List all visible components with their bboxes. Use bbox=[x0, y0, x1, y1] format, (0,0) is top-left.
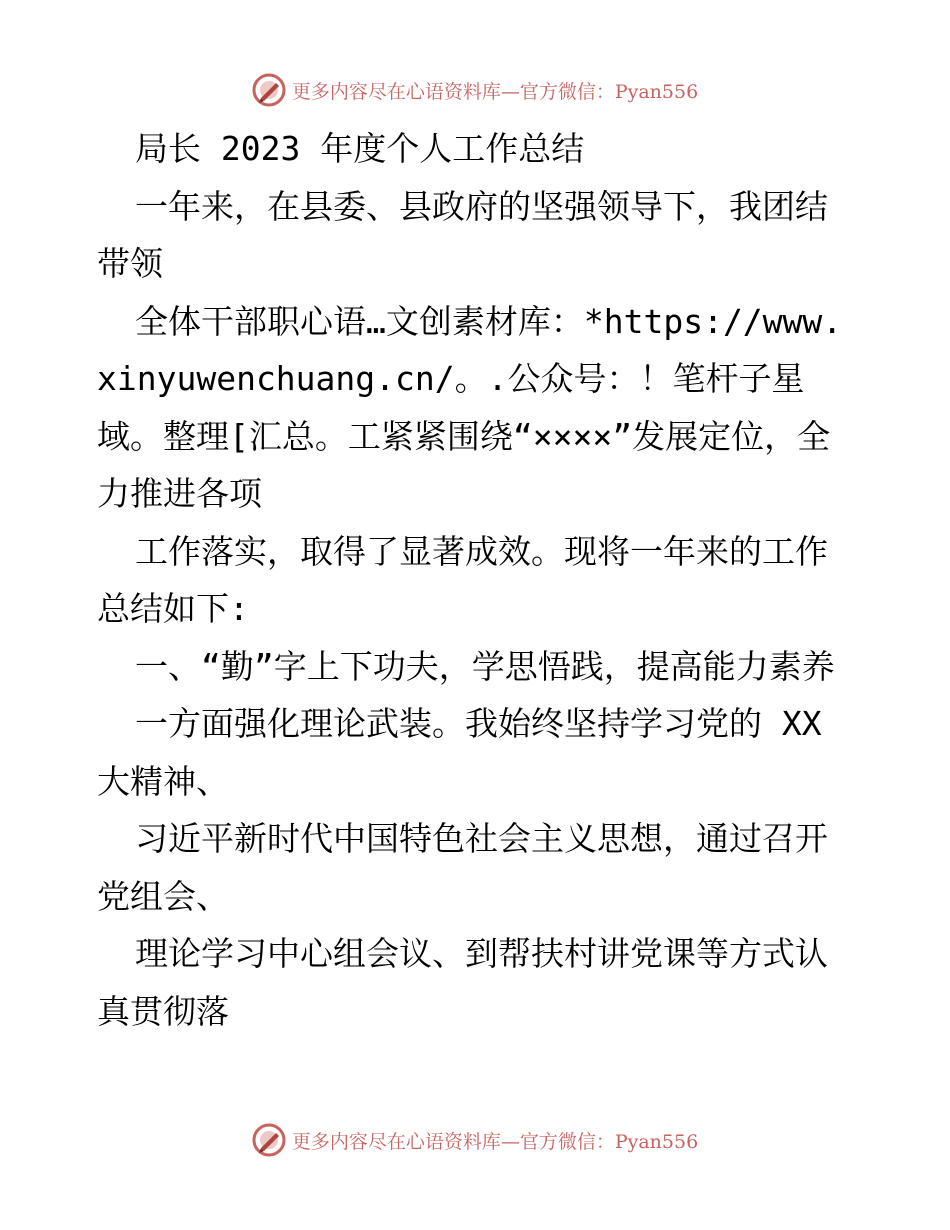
document-body bbox=[97, 120, 857, 1040]
section-heading: 一、“勤”字上下功夫，学思悟践，提高能力素养 bbox=[135, 646, 835, 686]
watermark-text: 更多内容尽在心语资料库—官方微信：Pyan556 bbox=[291, 80, 699, 103]
document-title: 局长 2023 年度个人工作总结 bbox=[135, 129, 585, 168]
paragraph: 一方面强化理论武装。我始终坚持学习党的 XX 大精神、 bbox=[97, 704, 842, 801]
paragraph: 理论学习中心组会议、到帮扶村讲党课等方式认真贯彻落 bbox=[97, 934, 828, 1031]
pen-logo-icon bbox=[252, 1123, 286, 1157]
paragraph: 习近平新时代中国特色社会主义思想，通过召开党组会、 bbox=[97, 819, 828, 916]
header-watermark bbox=[0, 68, 950, 112]
paragraph: 全体干部职心语…文创素材库：*https://www.xinyuwenchuang.cn/。.公众号：！笔杆子星域。整理[汇总。工紧紧围绕“××××”发展定位，全力推进各项 bbox=[97, 301, 843, 513]
footer-watermark bbox=[0, 1118, 950, 1162]
paragraph: 一年来，在县委、县政府的坚强领导下，我团结带领 bbox=[97, 186, 828, 283]
paragraph: 工作落实，取得了显著成效。现将一年来的工作总结如下: bbox=[97, 531, 828, 628]
watermark-text: 更多内容尽在心语资料库—官方微信：Pyan556 bbox=[291, 1130, 699, 1153]
pen-logo-icon bbox=[252, 73, 286, 107]
